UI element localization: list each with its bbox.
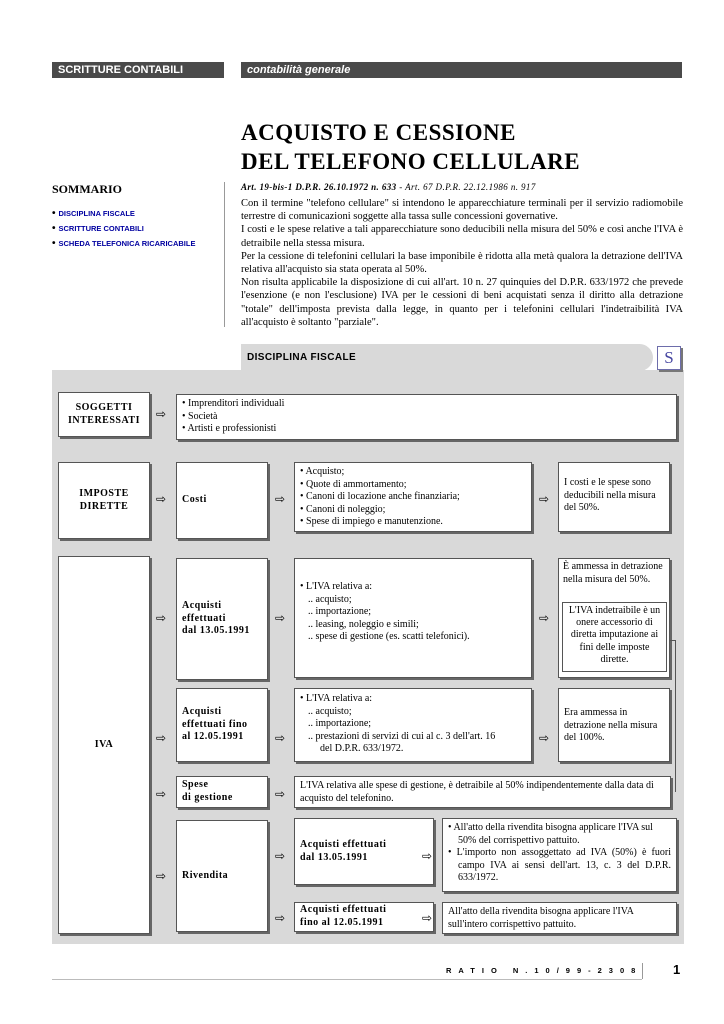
riv-sub2-label: fino al 12.05.1991 xyxy=(300,917,384,928)
sommario-item[interactable]: • SCHEDA TELEFONICA RICARICABILE xyxy=(52,238,196,249)
costi-label-box xyxy=(176,462,268,539)
list-item: • Spese di impiego e manutenzione. xyxy=(300,516,443,528)
footer-tick xyxy=(642,963,643,979)
footer-rule xyxy=(52,979,642,980)
list-item: .. prestazioni di servizi di cui al c. 3 dell'art. 16 xyxy=(308,730,496,742)
arrow-right-icon: ⇨ xyxy=(156,407,167,421)
spese-label: Spese xyxy=(182,779,209,791)
list-item: .. spese di gestione (es. scatti telefonici). xyxy=(308,631,470,643)
footer-publication: RATIO N.10/99-2308 xyxy=(446,966,643,975)
sommario-item[interactable]: • SCRITTURE CONTABILI xyxy=(52,223,144,234)
intro-paragraph: Con il termine "telefono cellulare" si intendono le apparecchiature terminali per il servizio radiomobile terrestre di comunicazioni soggette alla tassa sulle concessioni governative. xyxy=(241,198,683,223)
spese-label-box xyxy=(176,776,268,808)
riv-sub1-list xyxy=(442,818,677,892)
law-reference xyxy=(241,182,536,192)
result-text: È ammessa in detrazione nella misura del 50%. xyxy=(563,561,663,585)
list-item: .. leasing, noleggio e simili; xyxy=(308,618,419,630)
acq2-label-box xyxy=(176,688,268,762)
result-text: I costi e le spese sono deducibili nella misura del 50%. xyxy=(564,477,656,514)
list-item: • L'IVA relativa a: xyxy=(300,693,373,704)
acq2-label: Acquisti xyxy=(182,706,222,718)
sommario-link-disciplina[interactable]: DISCIPLINA FISCALE xyxy=(58,209,135,218)
acq1-note xyxy=(562,602,667,672)
list-item: • Canoni di noleggio; xyxy=(300,503,386,515)
spese-label: di gestione xyxy=(182,792,233,803)
arrow-right-icon: ⇨ xyxy=(422,911,433,925)
arrow-right-icon: ⇨ xyxy=(539,731,550,745)
acq1-label: dal 13.05.1991 xyxy=(182,625,250,637)
intro-text xyxy=(241,197,683,329)
arrow-right-icon: ⇨ xyxy=(156,731,167,745)
sommario-link-scritture[interactable]: SCRITTURE CONTABILI xyxy=(58,224,144,233)
list-item: .. acquisto; xyxy=(308,593,352,605)
spese-description: L'IVA relativa alle spese di gestione, è detraibile al 50% indipendentemente dalla data di acquisto del telefonino. xyxy=(300,780,654,804)
intro-paragraph: Per la cessione di telefonini cellulari la base imponibile è ridotta alla metà qualora la detrazione dell'IVA relativa all'acquisto sia stata operata al 50%. xyxy=(241,250,683,276)
iva-label-box xyxy=(58,556,150,934)
acq2-label: effettuati fino xyxy=(182,718,248,730)
spese-text xyxy=(294,776,671,808)
costi-list xyxy=(294,462,532,532)
sommario-link-scheda[interactable]: SCHEDA TELEFONICA RICARICABILE xyxy=(58,239,196,248)
reference-main: Art. 19-bis-1 D.P.R. 26.10.1972 n. 633 xyxy=(241,182,397,192)
soggetti-label-box xyxy=(58,392,150,437)
costi-label: Costi xyxy=(182,494,207,506)
sommario-list xyxy=(52,206,195,251)
acq1-label: Acquisti xyxy=(182,600,222,612)
list-item: .. acquisto; xyxy=(308,705,352,717)
sommario-item[interactable]: • DISCIPLINA FISCALE xyxy=(52,208,135,219)
section-title-bar: DISCIPLINA FISCALE xyxy=(241,344,653,371)
list-item: • L'IVA relativa a: xyxy=(300,581,373,592)
result-text: Era ammessa in detrazione nella misura del 100%. xyxy=(564,707,658,744)
list-item: • Società xyxy=(182,410,218,422)
list-item: • Quote di ammortamento; xyxy=(300,478,407,490)
riv-sub2-description: All'atto della rivendita bisogna applicare l'IVA sull'intero corrispettivo pattuito. xyxy=(448,906,634,930)
arrow-right-icon: ⇨ xyxy=(539,492,550,506)
soggetti-label: SOGGETTI xyxy=(75,401,133,413)
acq1-label: effettuati xyxy=(182,612,226,624)
imposte-label: DIRETTE xyxy=(79,500,129,512)
list-item: • Imprenditori individuali xyxy=(182,398,285,409)
arrow-right-icon: ⇨ xyxy=(156,787,167,801)
arrow-right-icon: ⇨ xyxy=(156,611,167,625)
section-header-right: contabilità generale xyxy=(241,62,682,78)
arrow-right-icon: ⇨ xyxy=(156,869,167,883)
acq1-label-box xyxy=(176,558,268,680)
arrow-right-icon: ⇨ xyxy=(422,849,433,863)
soggetti-label: INTERESSATI xyxy=(67,414,140,426)
rivendita-label-box xyxy=(176,820,268,932)
arrow-right-icon: ⇨ xyxy=(275,787,286,801)
arrow-right-icon: ⇨ xyxy=(275,849,286,863)
acq2-label: al 12.05.1991 xyxy=(182,731,244,743)
acq2-list xyxy=(294,688,532,762)
riv-sub1-label: Acquisti effettuati xyxy=(300,838,387,850)
acq2-result xyxy=(558,688,670,762)
imposte-result xyxy=(558,462,670,532)
list-item: • Artisti e professionisti xyxy=(182,423,277,435)
title-line-2: DEL TELEFONO CELLULARE xyxy=(241,149,581,174)
riv-sub2-label-box xyxy=(294,902,434,932)
arrow-right-icon: ⇨ xyxy=(275,611,286,625)
reference-rest: - Art. 67 D.P.R. 22.12.1986 n. 917 xyxy=(396,182,536,192)
intro-paragraph: I costi e le spese relative a tali apparecchiature sono deducibili nella misura del 50% e così anche l'IVA è detraibile nella stessa misura. xyxy=(241,224,683,249)
arrow-right-icon: ⇨ xyxy=(539,611,550,625)
riv-sub2-text xyxy=(442,902,677,934)
connector-line xyxy=(675,640,676,792)
page-title xyxy=(241,118,580,176)
list-item: • Canoni di locazione anche finanziaria; xyxy=(300,491,460,503)
section-badge: S xyxy=(657,346,681,370)
arrow-right-icon: ⇨ xyxy=(275,911,286,925)
title-line-1: ACQUISTO E CESSIONE xyxy=(241,120,516,145)
imposte-label-box xyxy=(58,462,150,539)
list-item: • L'importo non assoggettato ad IVA (50%) è fuori campo IVA ai sensi dell'art. 13, c. 3 del D.P.R. 633/1972. xyxy=(448,847,671,884)
riv-sub2-label: Acquisti effettuati xyxy=(300,904,387,916)
note-text: L'IVA indetraibile è un onere accessorio di diretta imputazione ai fini delle imposte dirette. xyxy=(568,605,661,665)
column-divider xyxy=(224,182,225,327)
section-header-left: SCRITTURE CONTABILI xyxy=(52,62,224,78)
sommario-heading: SOMMARIO xyxy=(52,182,122,196)
acq1-list xyxy=(294,558,532,678)
rivendita-label: Rivendita xyxy=(182,869,229,881)
riv-sub1-label-box xyxy=(294,818,434,885)
page-number: 1 xyxy=(673,962,681,977)
arrow-right-icon: ⇨ xyxy=(275,731,286,745)
list-item: .. importazione; xyxy=(308,606,372,618)
list-item: • Acquisto; xyxy=(300,466,345,477)
arrow-right-icon: ⇨ xyxy=(275,492,286,506)
list-item: del D.P.R. 633/1972. xyxy=(320,743,404,755)
arrow-right-icon: ⇨ xyxy=(156,492,167,506)
list-item: .. importazione; xyxy=(308,718,372,730)
imposte-label: IMPOSTE xyxy=(79,487,129,499)
soggetti-list xyxy=(176,394,677,440)
intro-paragraph: Non risulta applicabile la disposizione di cui all'art. 10 n. 27 quinquies del D.P.R. 633/1972 che prevede l'esenzione (e non l'esclusione) IVA per le cessioni di beni acquistati senza il diritto alla detrazione "totale" dell'imposta prevista dalla legge, in quanto per i telefonini cellulari l'indetraibilità IVA all'acquisto è soltanto "parziale". xyxy=(241,277,683,328)
list-item: • All'atto della rivendita bisogna applicare l'IVA sul 50% del corrispettivo pattuito. xyxy=(448,822,653,846)
riv-sub1-label: dal 13.05.1991 xyxy=(300,851,368,863)
iva-label: IVA xyxy=(94,738,114,750)
